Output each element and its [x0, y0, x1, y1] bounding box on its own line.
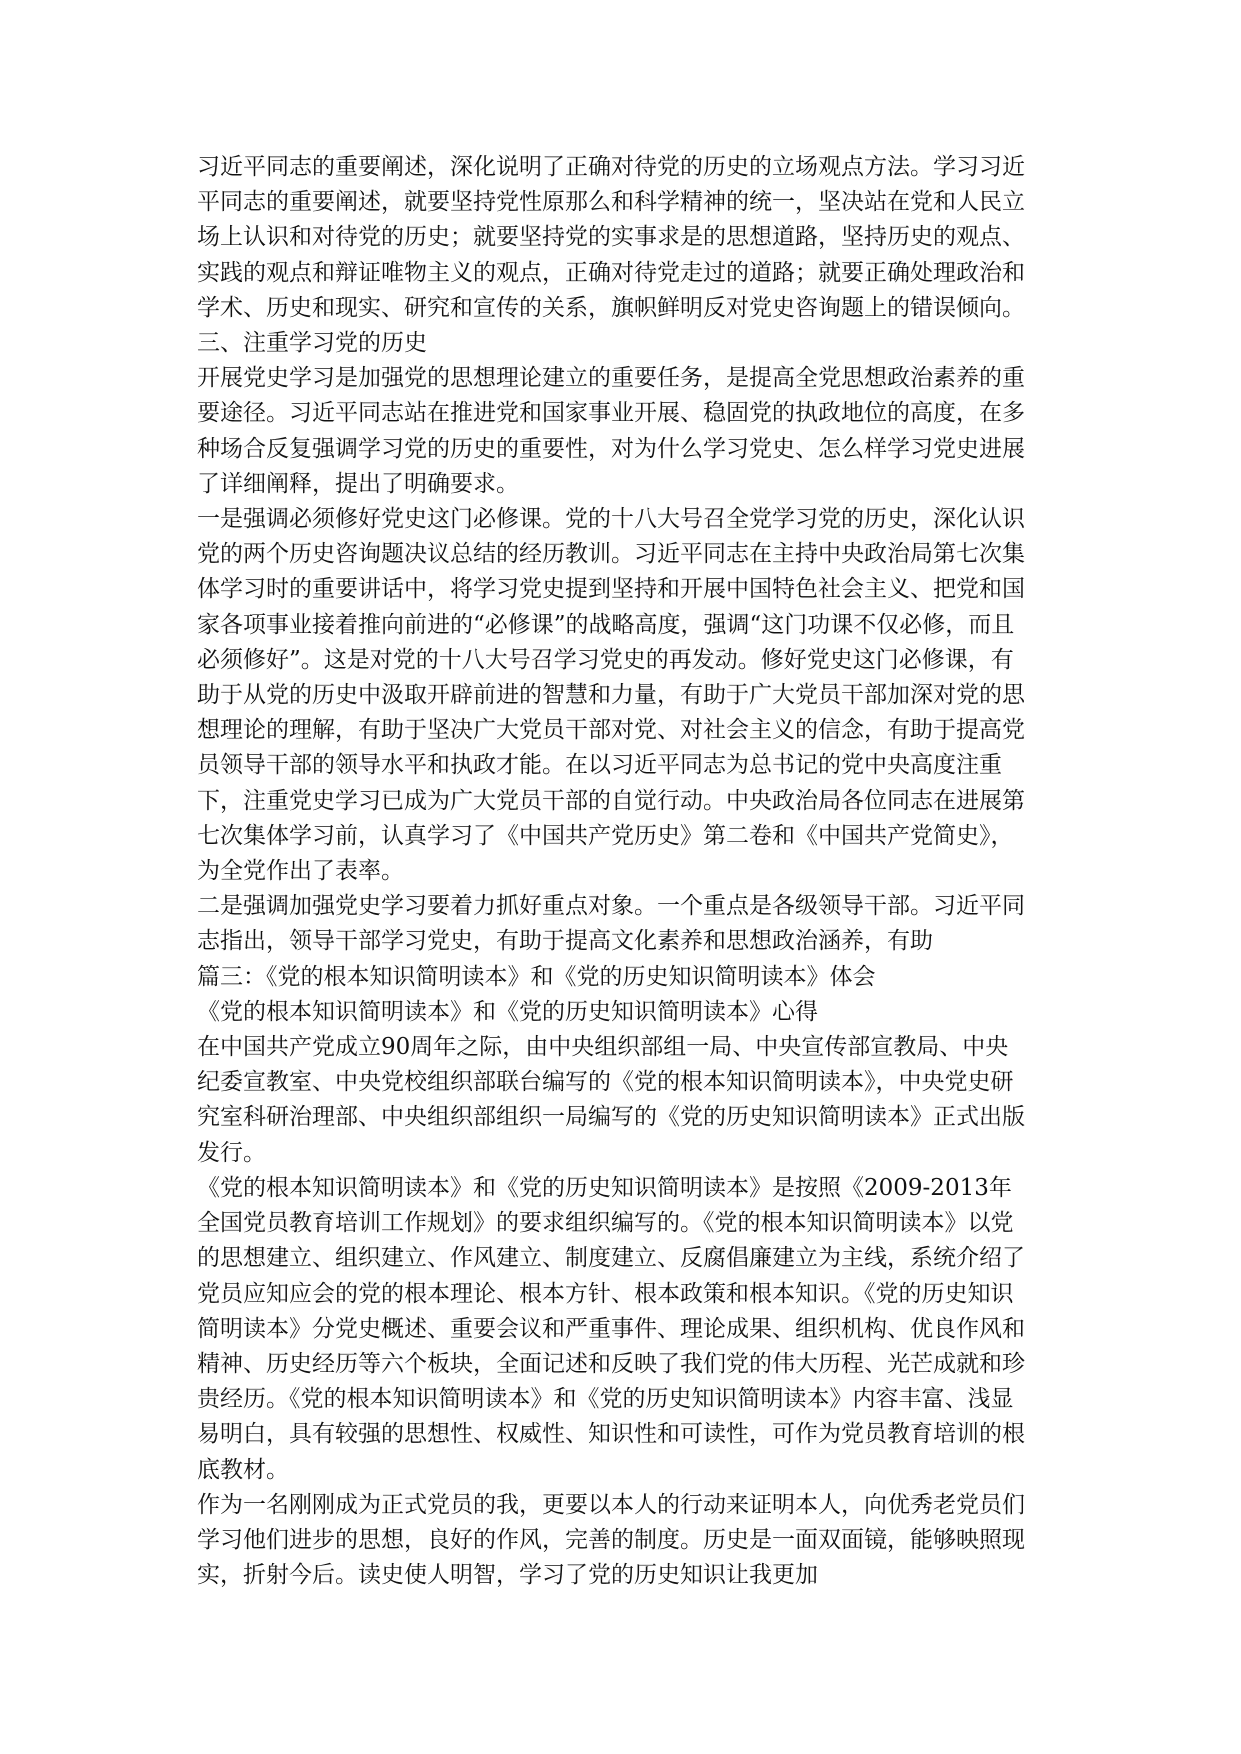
paragraph-point-one: 一是强调必须修好党史这门必修课。党的十八大号召全党学习党的历史，深化认识党的两个历史咨询题决议总结的经历教训。习近平同志在主持中央政治局第七次集体学习时的重要讲话中，将学习党史提到坚持和开展中国特色社会主义、把党和国家各项事业接着推向前进的“必修课”的战略高度，强调“这门功课不仅必修，而且必须修好”。这是对党的十八大号召学习党史的再发动。修好党史这门必修课，有助于从党的历史中汲取开辟前进的智慧和力量，有助于广大党员干部加深对党的思想理论的理解，有助于坚决广大党员干部对党、对社会主义的信念，有助于提高党员领导干部的领导水平和执政才能。在以习近平同志为总书记的党中央高度注重下，注重党史学习已成为广大党员干部的自觉行动。中央政治局各位同志在进展第七次集体学习前，认真学习了《中国共产党历史》第二卷和《中国共产党简史》，为全党作出了表率。: [197, 506, 1025, 885]
paragraph-point-two: 二是强调加强党史学习要着力抓好重点对象。一个重点是各级领导干部。习近平同志指出，领导干部学习党史，有助于提高文化素养和思想政治涵养，有助: [197, 893, 1025, 955]
paragraph-intro: 习近平同志的重要阐述，深化说明了正确对待党的历史的立场观点方法。学习习近平同志的重要阐述，就要坚持党性原那么和科学精神的统一，坚决站在党和人民立场上认识和对待党的历史；就要坚持党的实事求是的思想道路，坚持历史的观点、实践的观点和辩证唯物主义的观点，正确对待党走过的道路；就要正确处理政治和学术、历史和现实、研究和宣传的关系，旗帜鲜明反对党史咨询题上的错误倾向。: [197, 154, 1025, 321]
paragraph-publication: 在中国共产党成立90周年之际，由中央组织部组一局、中央宣传部宣教局、中央纪委宣教室、中央党校组织部联台编写的《党的根本知识简明读本》，中央党史研究室科研治理部、中央组织部组织一局编写的《党的历史知识简明读本》正式出版发行。: [197, 1034, 1025, 1166]
document-page: [197, 150, 1027, 1593]
chapter-subtitle: 《党的根本知识简明读本》和《党的历史知识简明读本》心得: [197, 998, 818, 1025]
paragraph-books-overview: 《党的根本知识简明读本》和《党的历史知识简明读本》是按照《2009-2013年全国党员教育培训工作规划》的要求组织编写的。《党的根本知识简明读本》以党的思想建立、组织建立、作风建立、制度建立、反腐倡廉建立为主线，系统介绍了党员应知应会的党的根本理论、根本方针、根本政策和根本知识。《党的历史知识简明读本》分党史概述、重要会议和严重事件、理论成果、组织机构、优良作风和精神、历史经历等六个板块，全面记述和反映了我们党的伟大历程、光芒成就和珍贵经历。《党的根本知识简明读本》和《党的历史知识简明读本》内容丰富、浅显易明白，具有较强的思想性、权威性、知识性和可读性，可作为党员教育培训的根底教材。: [197, 1174, 1025, 1483]
paragraph-party-history-study: 开展党史学习是加强党的思想理论建立的重要任务，是提高全党思想政治素养的重要途径。习近平同志站在推进党和国家事业开展、稳固党的执政地位的高度，在多种场合反复强调学习党的历史的重要性，对为什么学习党史、怎么样学习党史进展了详细阐释，提出了明确要求。: [197, 365, 1025, 497]
paragraph-personal-reflection: 作为一名刚刚成为正式党员的我，更要以本人的行动来证明本人，向优秀老党员们学习他们进步的思想，良好的作风，完善的制度。历史是一面双面镜，能够映照现实，折射今后。读史使人明智，学习了党的历史知识让我更加: [197, 1491, 1025, 1589]
chapter-title-part-three: 篇三：《党的根本知识简明读本》和《党的历史知识简明读本》体会: [197, 963, 876, 990]
section-heading-three: 三、注重学习党的历史: [197, 330, 427, 357]
